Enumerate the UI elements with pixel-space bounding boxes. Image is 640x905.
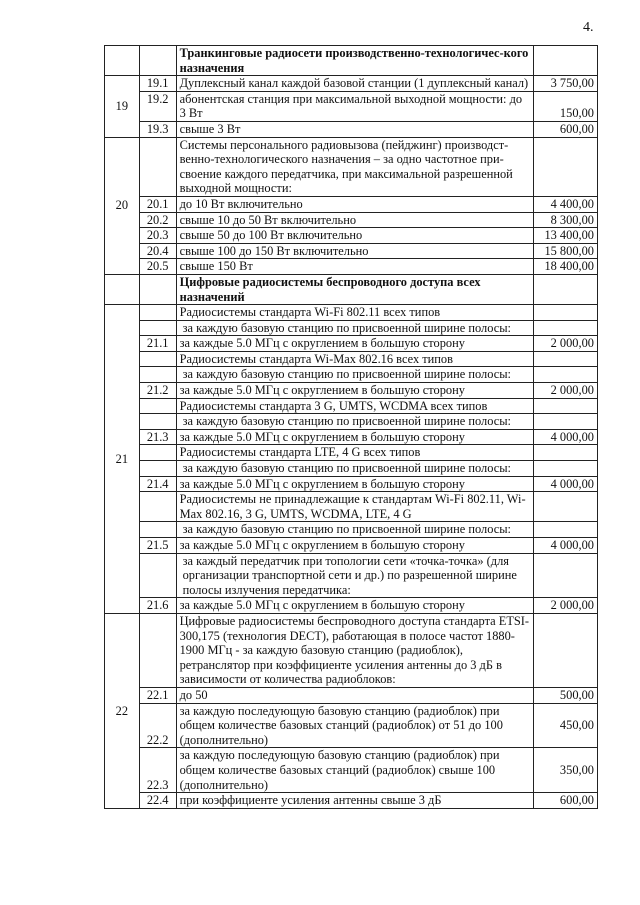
item-description: до 50	[176, 687, 534, 703]
subitem-number: 22.3	[139, 748, 176, 793]
item-description: абонентская станция при максимальной выходной мощности: до 3 Вт	[176, 91, 534, 121]
table-row	[105, 320, 598, 336]
item-number: 21	[105, 305, 140, 614]
item-price: 4 000,00	[534, 476, 598, 492]
item-number	[105, 274, 140, 304]
item-price: 350,00	[534, 748, 598, 793]
table-row	[105, 274, 598, 304]
item-price: 2 000,00	[534, 598, 598, 614]
item-number: 20	[105, 137, 140, 274]
subitem-number: 21.5	[139, 538, 176, 554]
subitem-number	[139, 46, 176, 76]
item-price	[534, 274, 598, 304]
item-price	[534, 461, 598, 477]
section-heading: Цифровые радиосистемы беспроводного доступа всех назначений	[176, 274, 534, 304]
table-row	[105, 228, 598, 244]
item-description: за каждую базовую станцию по присвоенной ширине полосы:	[176, 320, 534, 336]
item-description: за каждую базовую станцию по присвоенной ширине полосы:	[176, 367, 534, 383]
item-description: за каждые 5.0 МГц с округлением в большую сторону	[176, 429, 534, 445]
subitem-number: 20.4	[139, 243, 176, 259]
subitem-number: 20.3	[139, 228, 176, 244]
item-description: Дуплексный канал каждой базовой станции (1 дуплексный канал)	[176, 76, 534, 92]
item-description: Системы персонального радиовызова (пейджинг) производст-венно-технологического назначения – за одно частотное при-своение каждого передатчика, при максимальной разрешенной выходной мощности:	[176, 137, 534, 196]
table-row	[105, 243, 598, 259]
subitem-number: 21.2	[139, 383, 176, 399]
subitem-number: 21.3	[139, 429, 176, 445]
table-row	[105, 538, 598, 554]
item-description: свыше 50 до 100 Вт включительно	[176, 228, 534, 244]
item-number: 22	[105, 613, 140, 808]
subitem-number	[139, 351, 176, 367]
table-row	[105, 121, 598, 137]
item-price: 600,00	[534, 793, 598, 809]
table-row	[105, 46, 598, 76]
item-number: 19	[105, 76, 140, 137]
subitem-number: 21.4	[139, 476, 176, 492]
table-row	[105, 305, 598, 321]
item-price: 8 300,00	[534, 212, 598, 228]
subitem-number	[139, 445, 176, 461]
subitem-number: 22.2	[139, 703, 176, 748]
subitem-number	[139, 367, 176, 383]
item-price: 500,00	[534, 687, 598, 703]
item-price	[534, 553, 598, 598]
subitem-number: 20.1	[139, 196, 176, 212]
subitem-number	[139, 522, 176, 538]
page-number: 4.	[583, 20, 594, 35]
subitem-number	[139, 137, 176, 196]
item-number	[105, 46, 140, 76]
table-row	[105, 137, 598, 196]
subitem-number: 22.1	[139, 687, 176, 703]
table-row	[105, 351, 598, 367]
item-description: Радиосистемы не принадлежащие к стандартам Wi-Fi 802.11, Wi-Max 802.16, 3 G, UMTS, WCDMA, LTE, 4 G	[176, 492, 534, 522]
item-description: Радиосистемы стандарта 3 G, UMTS, WCDMA всех типов	[176, 398, 534, 414]
item-price	[534, 320, 598, 336]
table-row	[105, 476, 598, 492]
table-row	[105, 553, 598, 598]
item-price	[534, 414, 598, 430]
subitem-number	[139, 492, 176, 522]
item-price	[534, 351, 598, 367]
item-price	[534, 305, 598, 321]
item-price: 2 000,00	[534, 383, 598, 399]
table-row	[105, 492, 598, 522]
item-description: за каждые 5.0 МГц с округлением в большую сторону	[176, 336, 534, 352]
item-price	[534, 613, 598, 687]
subitem-number: 20.2	[139, 212, 176, 228]
subitem-number: 22.4	[139, 793, 176, 809]
subitem-number	[139, 461, 176, 477]
item-description: Радиосистемы стандарта Wi-Fi 802.11 всех типов	[176, 305, 534, 321]
item-description: свыше 100 до 150 Вт включительно	[176, 243, 534, 259]
subitem-number: 19.1	[139, 76, 176, 92]
item-price: 150,00	[534, 91, 598, 121]
table-row	[105, 793, 598, 809]
table-row	[105, 687, 598, 703]
item-price: 450,00	[534, 703, 598, 748]
item-price: 2 000,00	[534, 336, 598, 352]
item-price: 600,00	[534, 121, 598, 137]
item-description: за каждый передатчик при топологии сети «точка-точка» (для организации транспортной сети и др.) по разрешенной ширине полосы излучения передатчика:	[176, 553, 534, 598]
table-row	[105, 703, 598, 748]
subitem-number: 19.2	[139, 91, 176, 121]
item-price: 18 400,00	[534, 259, 598, 275]
subitem-number	[139, 553, 176, 598]
item-price	[534, 445, 598, 461]
section-heading: Транкинговые радиосети производственно-технологичес-кого назначения	[176, 46, 534, 76]
item-price	[534, 367, 598, 383]
item-description: Радиосистемы стандарта Wi-Max 802.16 всех типов	[176, 351, 534, 367]
item-price	[534, 46, 598, 76]
subitem-number	[139, 398, 176, 414]
table-row	[105, 461, 598, 477]
item-description: Цифровые радиосистемы беспроводного доступа стандарта ETSI-300,175 (технология DECT), работающая в полосе частот 1880-1900 МГц - за каждую базовую станцию (радиоблок), ретранслятор при коэффициенте усиления антенны до 3 дБ в зависимости от количества радиоблоков:	[176, 613, 534, 687]
item-description: свыше 10 до 50 Вт включительно	[176, 212, 534, 228]
item-price	[534, 137, 598, 196]
table-row	[105, 598, 598, 614]
table-row	[105, 613, 598, 687]
table-row	[105, 367, 598, 383]
table-row	[105, 414, 598, 430]
table-row	[105, 336, 598, 352]
item-price: 4 000,00	[534, 538, 598, 554]
subitem-number	[139, 305, 176, 321]
subitem-number: 19.3	[139, 121, 176, 137]
subitem-number: 21.1	[139, 336, 176, 352]
item-price: 4 400,00	[534, 196, 598, 212]
subitem-number	[139, 613, 176, 687]
item-description: за каждые 5.0 МГц с округлением в большую сторону	[176, 476, 534, 492]
subitem-number	[139, 274, 176, 304]
subitem-number: 21.6	[139, 598, 176, 614]
table-row	[105, 212, 598, 228]
table-row	[105, 748, 598, 793]
table-row	[105, 429, 598, 445]
item-price: 4 000,00	[534, 429, 598, 445]
item-price	[534, 492, 598, 522]
subitem-number	[139, 414, 176, 430]
item-description: за каждые 5.0 МГц с округлением в большую сторону	[176, 598, 534, 614]
item-description: до 10 Вт включительно	[176, 196, 534, 212]
table-row	[105, 259, 598, 275]
table-row	[105, 91, 598, 121]
item-description: за каждую базовую станцию по присвоенной ширине полосы:	[176, 461, 534, 477]
table-row	[105, 383, 598, 399]
item-description: за каждую последующую базовую станцию (радиоблок) при общем количестве базовых станций (радиоблок) свыше 100 (дополнительно)	[176, 748, 534, 793]
table-row	[105, 522, 598, 538]
item-description: за каждые 5.0 МГц с округлением в большую сторону	[176, 538, 534, 554]
subitem-number	[139, 320, 176, 336]
item-description: за каждую последующую базовую станцию (радиоблок) при общем количестве базовых станций (радиоблок) от 51 до 100 (дополнительно)	[176, 703, 534, 748]
item-price: 13 400,00	[534, 228, 598, 244]
item-description: Радиосистемы стандарта LTE, 4 G всех типов	[176, 445, 534, 461]
table-row	[105, 196, 598, 212]
item-description: за каждую базовую станцию по присвоенной ширине полосы:	[176, 414, 534, 430]
item-price	[534, 522, 598, 538]
item-price	[534, 398, 598, 414]
item-description: за каждые 5.0 МГц с округлением в большую сторону	[176, 383, 534, 399]
item-description: при коэффициенте усиления антенны свыше 3 дБ	[176, 793, 534, 809]
item-description: свыше 150 Вт	[176, 259, 534, 275]
fee-table	[104, 45, 598, 809]
subitem-number: 20.5	[139, 259, 176, 275]
table-row	[105, 445, 598, 461]
table-row	[105, 398, 598, 414]
item-description: свыше 3 Вт	[176, 121, 534, 137]
item-description: за каждую базовую станцию по присвоенной ширине полосы:	[176, 522, 534, 538]
table-row	[105, 76, 598, 92]
item-price: 3 750,00	[534, 76, 598, 92]
item-price: 15 800,00	[534, 243, 598, 259]
